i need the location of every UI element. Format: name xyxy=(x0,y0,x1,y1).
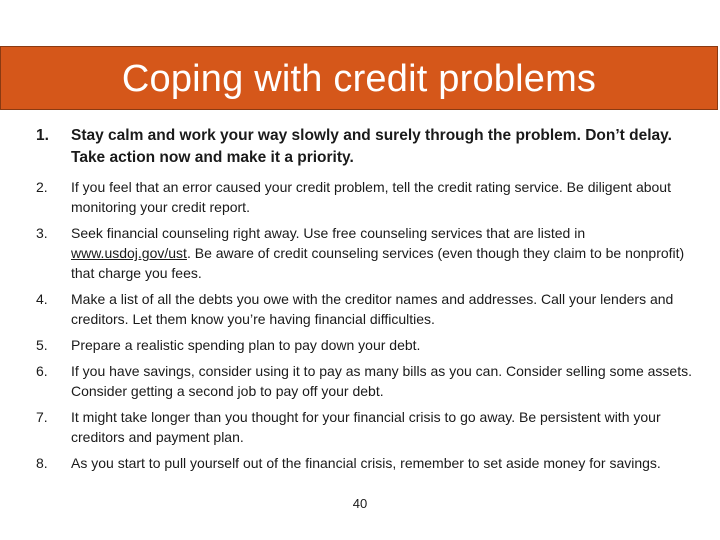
title-bar xyxy=(0,46,718,110)
tips-list xyxy=(36,125,696,479)
item-number: 6. xyxy=(36,363,48,379)
list-item xyxy=(36,407,696,447)
item-text: Prepare a realistic spending plan to pay down your debt. xyxy=(71,337,421,353)
item-text-before-link: Seek financial counseling right away. Use free counseling services that are listed in xyxy=(71,225,586,241)
list-item xyxy=(36,289,696,329)
item-text: If you have savings, consider using it to pay as many bills as you can. Consider selling some assets. Consider getting a second job to pay off your debt. xyxy=(71,363,692,399)
page-number: 40 xyxy=(352,496,368,511)
list-item xyxy=(36,125,696,169)
list-item xyxy=(36,335,696,355)
item-text: Make a list of all the debts you owe with the creditor names and addresses. Call your lenders and creditors. Let them know you’re having financial difficulties. xyxy=(71,291,674,327)
item-text: If you feel that an error caused your credit problem, tell the credit rating service. Be diligent about monitoring your credit report. xyxy=(71,179,671,215)
item-number: 4. xyxy=(36,291,48,307)
item-text: It might take longer than you thought for your financial crisis to go away. Be persistent with your creditors and payment plan. xyxy=(71,409,661,445)
item-number: 2. xyxy=(36,179,48,195)
slide-title: Coping with credit problems xyxy=(121,57,597,100)
item-text: As you start to pull yourself out of the financial crisis, remember to set aside money for savings. xyxy=(71,455,661,471)
item-text xyxy=(71,223,696,283)
list-item xyxy=(36,223,696,283)
item-number: 1. xyxy=(36,127,49,144)
item-text: Stay calm and work your way slowly and surely through the problem. Don’t delay. Take action now and make it a priority. xyxy=(71,127,672,166)
usdoj-link[interactable]: www.usdoj.gov/ust xyxy=(71,245,187,261)
item-number: 5. xyxy=(36,337,48,353)
item-number: 7. xyxy=(36,409,48,425)
item-number: 3. xyxy=(36,225,48,241)
list-item xyxy=(36,177,696,217)
item-text-after-link: . Be aware of credit counseling services (even though they claim to be nonprofit) that charge you fees. xyxy=(71,245,685,281)
item-number: 8. xyxy=(36,455,48,471)
list-item xyxy=(36,361,696,401)
list-item xyxy=(36,453,696,473)
